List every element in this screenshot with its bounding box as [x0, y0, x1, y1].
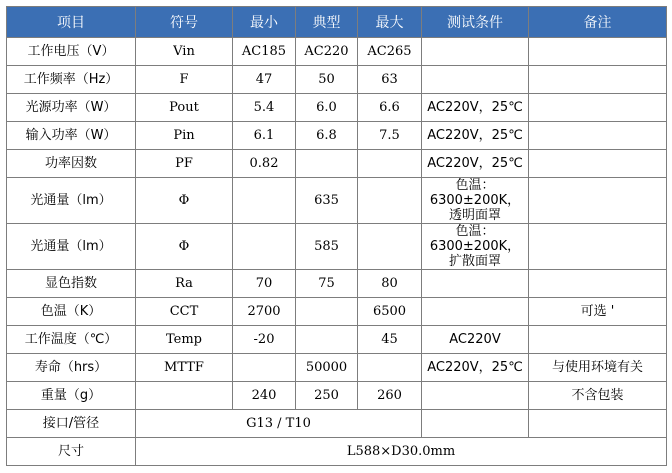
- cell-typ: [296, 326, 358, 354]
- table-row: [7, 224, 667, 270]
- cell-note: [529, 410, 667, 438]
- cell-condition: AC220V，25℃: [422, 354, 529, 382]
- cell-note: [529, 270, 667, 298]
- cell-min: 6.1: [233, 122, 296, 150]
- cell-item: 工作电压（V）: [7, 38, 136, 66]
- cell-typ: 50000: [296, 354, 358, 382]
- condition-line: 色温：6300±200K，: [429, 224, 521, 254]
- header-row: [7, 7, 667, 38]
- cell-typ: 6.0: [296, 94, 358, 122]
- header-item: 项目: [7, 7, 136, 38]
- header-typ: 典型: [296, 7, 358, 38]
- cell-note: [529, 326, 667, 354]
- cell-condition: AC220V: [422, 326, 529, 354]
- cell-typ: 635: [296, 178, 358, 224]
- table-row: [7, 94, 667, 122]
- cell-min: 0.82: [233, 150, 296, 178]
- cell-max: 6500: [358, 298, 422, 326]
- cell-max: [358, 178, 422, 224]
- cell-item: 重量（g）: [7, 382, 136, 410]
- cell-max: 260: [358, 382, 422, 410]
- cell-item: 输入功率（W）: [7, 122, 136, 150]
- cell-symbol: CCT: [136, 298, 233, 326]
- table-row: [7, 270, 667, 298]
- cell-max: 45: [358, 326, 422, 354]
- cell-symbol: Pout: [136, 94, 233, 122]
- cell-symbol: PF: [136, 150, 233, 178]
- cell-item: 尺寸: [7, 438, 136, 466]
- cell-interface-value: G13 / T10: [136, 410, 422, 438]
- cell-typ: [296, 150, 358, 178]
- cell-item: 显色指数: [7, 270, 136, 298]
- cell-condition: [422, 410, 529, 438]
- cell-typ: 585: [296, 224, 358, 270]
- table-row: [7, 326, 667, 354]
- cell-condition: [422, 270, 529, 298]
- cell-item: 功率因数: [7, 150, 136, 178]
- cell-condition: AC220V，25℃: [422, 94, 529, 122]
- cell-symbol: F: [136, 66, 233, 94]
- cell-min: [233, 224, 296, 270]
- cell-typ: AC220: [296, 38, 358, 66]
- cell-note: 可选 ': [529, 298, 667, 326]
- cell-condition: AC220V，25℃: [422, 150, 529, 178]
- cell-item: 工作频率（Hz）: [7, 66, 136, 94]
- cell-min: 2700: [233, 298, 296, 326]
- cell-item: 寿命（hrs）: [7, 354, 136, 382]
- header-max: 最大: [358, 7, 422, 38]
- cell-note: [529, 38, 667, 66]
- cell-note: [529, 150, 667, 178]
- cell-item: 接口/管径: [7, 410, 136, 438]
- cell-note: 不含包装: [529, 382, 667, 410]
- cell-note: [529, 66, 667, 94]
- cell-note: [529, 94, 667, 122]
- cell-max: [358, 224, 422, 270]
- cell-symbol: Φ: [136, 224, 233, 270]
- cell-condition: [422, 224, 529, 270]
- table-row-interface: [7, 410, 667, 438]
- cell-typ: 250: [296, 382, 358, 410]
- cell-note: 与使用环境有关: [529, 354, 667, 382]
- cell-min: AC185: [233, 38, 296, 66]
- cell-symbol: Pin: [136, 122, 233, 150]
- cell-note: [529, 178, 667, 224]
- cell-typ: 50: [296, 66, 358, 94]
- condition-line: 色温：6300±200K，: [429, 178, 521, 208]
- spec-table: [6, 6, 667, 466]
- cell-symbol: [136, 382, 233, 410]
- table-row: [7, 122, 667, 150]
- header-symbol: 符号: [136, 7, 233, 38]
- table-row: [7, 66, 667, 94]
- cell-symbol: Vin: [136, 38, 233, 66]
- cell-condition: [422, 178, 529, 224]
- cell-condition: AC220V，25℃: [422, 122, 529, 150]
- cell-min: 5.4: [233, 94, 296, 122]
- cell-min: 47: [233, 66, 296, 94]
- cell-max: AC265: [358, 38, 422, 66]
- cell-max: [358, 354, 422, 382]
- cell-symbol: Ra: [136, 270, 233, 298]
- cell-item: 光通量（lm）: [7, 178, 136, 224]
- cell-note: [529, 224, 667, 270]
- cell-item: 工作温度（℃）: [7, 326, 136, 354]
- cell-max: [358, 150, 422, 178]
- table-row: [7, 178, 667, 224]
- cell-condition: [422, 66, 529, 94]
- cell-item: 色温（K）: [7, 298, 136, 326]
- cell-max: 7.5: [358, 122, 422, 150]
- cell-item: 光源功率（W）: [7, 94, 136, 122]
- cell-condition: [422, 382, 529, 410]
- cell-max: 63: [358, 66, 422, 94]
- cell-min: [233, 178, 296, 224]
- cell-min: 240: [233, 382, 296, 410]
- cell-max: 80: [358, 270, 422, 298]
- cell-note: [529, 122, 667, 150]
- cell-min: 70: [233, 270, 296, 298]
- cell-typ: [296, 298, 358, 326]
- cell-symbol: Φ: [136, 178, 233, 224]
- table-row: [7, 150, 667, 178]
- cell-condition: [422, 298, 529, 326]
- header-condition: 测试条件: [422, 7, 529, 38]
- header-note: 备注: [529, 7, 667, 38]
- table-row-size: [7, 438, 667, 466]
- cell-size-value: L588×D30.0mm: [136, 438, 667, 466]
- cell-item: 光通量（lm）: [7, 224, 136, 270]
- table-row: [7, 298, 667, 326]
- header-min: 最小: [233, 7, 296, 38]
- table-row: [7, 38, 667, 66]
- cell-typ: 75: [296, 270, 358, 298]
- table-row: [7, 354, 667, 382]
- condition-line: 扩散面罩: [448, 254, 501, 269]
- cell-typ: 6.8: [296, 122, 358, 150]
- cell-min: [233, 354, 296, 382]
- cell-min: -20: [233, 326, 296, 354]
- condition-line: 透明面罩: [448, 208, 501, 223]
- table-row: [7, 382, 667, 410]
- cell-max: 6.6: [358, 94, 422, 122]
- cell-symbol: MTTF: [136, 354, 233, 382]
- cell-symbol: Temp: [136, 326, 233, 354]
- cell-condition: [422, 38, 529, 66]
